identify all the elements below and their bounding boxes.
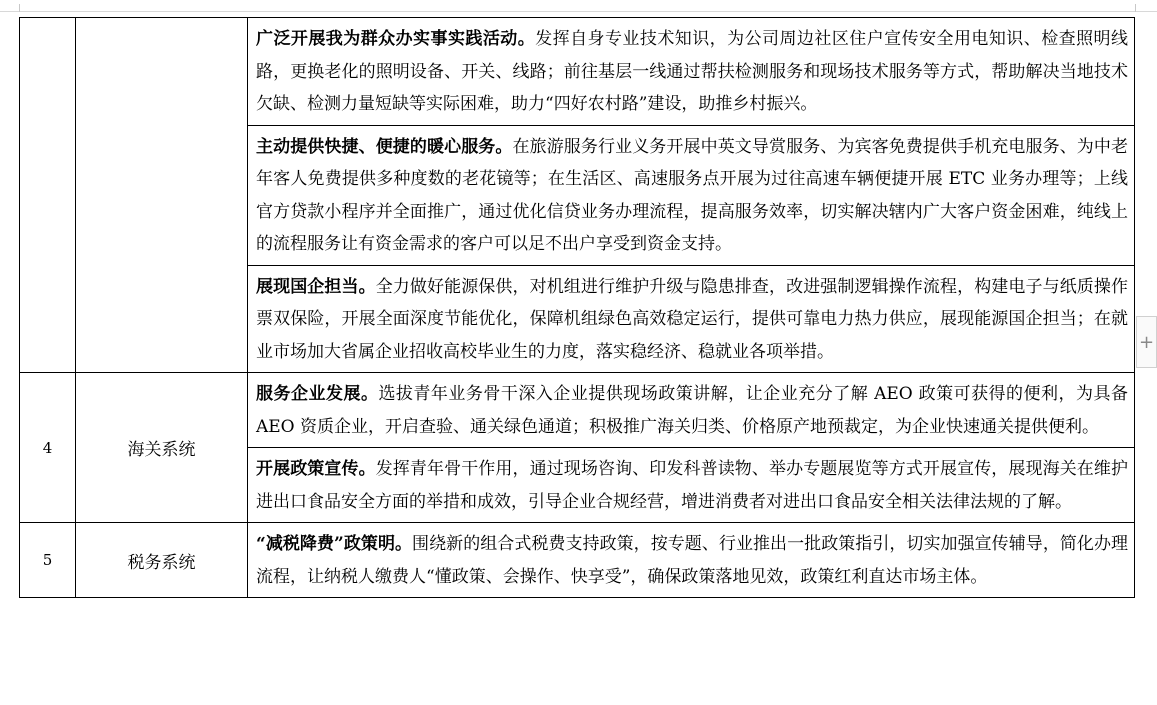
content-cell[interactable] [248,18,1135,126]
row-number: 4 [20,373,76,523]
add-row-button[interactable]: + [1136,316,1157,368]
row-number: 5 [20,523,76,598]
row-number [20,18,76,373]
item-title: “减税降费”政策明。 [256,534,413,554]
item-text: 在旅游服务行业义务开展中英文导赏服务、为宾客免费提供手机充电服务、为中老年客人免费提供多种度数的老花镜等；在生活区、高速服务点开展为过往高速车辆便捷开展 ETC 业务办理等；上线官方贷款小程序并全面推广，通过优化信贷业务办理流程，提高服务效率，切实解决辖内广大客户资金困难，纯线上的流程服务让有资金需求的客户可以足不出户享受到资金支持。 [256,136,1128,254]
content-cell[interactable] [248,265,1135,373]
item-text: 发挥青年骨干作用，通过现场咨询、印发科普读物、举办专题展览等方式开展宣传，展现海关在维护进出口食品安全方面的举措和成效，引导企业合规经营，增进消费者对进出口食品安全相关法律法规的了解。 [256,459,1129,512]
item-text: 全力做好能源保供，对机组进行维护升级与隐患排查，改进强制逻辑操作流程，构建电子与纸质操作票双保险，开展全面深度节能优化，保障机组绿色高效稳定运行，提供可靠电力热力供应，展现能源国企担当；在就业市场加大省属企业招收高校毕业生的力度，落实稳经济、稳就业各项举措。 [256,276,1129,362]
item-title: 广泛开展我为群众办实事实践活动。 [256,29,536,49]
system-name: 税务系统 [76,523,248,598]
ruler-line [0,11,1157,12]
item-title: 开展政策宣传。 [256,459,376,479]
content-cell[interactable] [248,373,1135,448]
ruler-tick [1135,4,1136,12]
table-row [20,373,1135,448]
item-text: 发挥自身专业技术知识，为公司周边社区住户宣传安全用电知识、检查照明线路，更换老化的照明设备、开关、线路；前往基层一线通过帮扶检测服务和现场技术服务等方式，帮助解决当地技术欠缺、检测力量短缺等实际困难，助力“四好农村路”建设，助推乡村振兴。 [256,29,1129,114]
content-cell[interactable] [248,448,1135,523]
item-text: 选拔青年业务骨干深入企业提供现场政策讲解，让企业充分了解 AEO 政策可获得的便利，为具备 AEO 资质企业，开启查验、通关绿色通道；积极推广海关归类、价格原产地预裁定，为企业快速通关提供便利。 [256,384,1128,437]
policy-table [19,17,1135,598]
table-row [20,18,1135,126]
item-title: 主动提供快捷、便捷的暖心服务。 [256,136,513,157]
ruler-tick [19,4,20,12]
system-name: 海关系统 [76,373,248,523]
item-title: 服务企业发展。 [256,384,379,404]
item-title: 展现国企担当。 [256,276,376,297]
content-cell[interactable] [248,523,1135,598]
item-text: 围绕新的组合式税费支持政策，按专题、行业推出一批政策指引，切实加强宣传辅导，简化办理流程，让纳税人缴费人“懂政策、会操作、快享受”，确保政策落地见效，政策红利直达市场主体。 [256,534,1129,587]
table-row [20,523,1135,598]
content-cell[interactable] [248,125,1135,265]
system-name [76,18,248,373]
